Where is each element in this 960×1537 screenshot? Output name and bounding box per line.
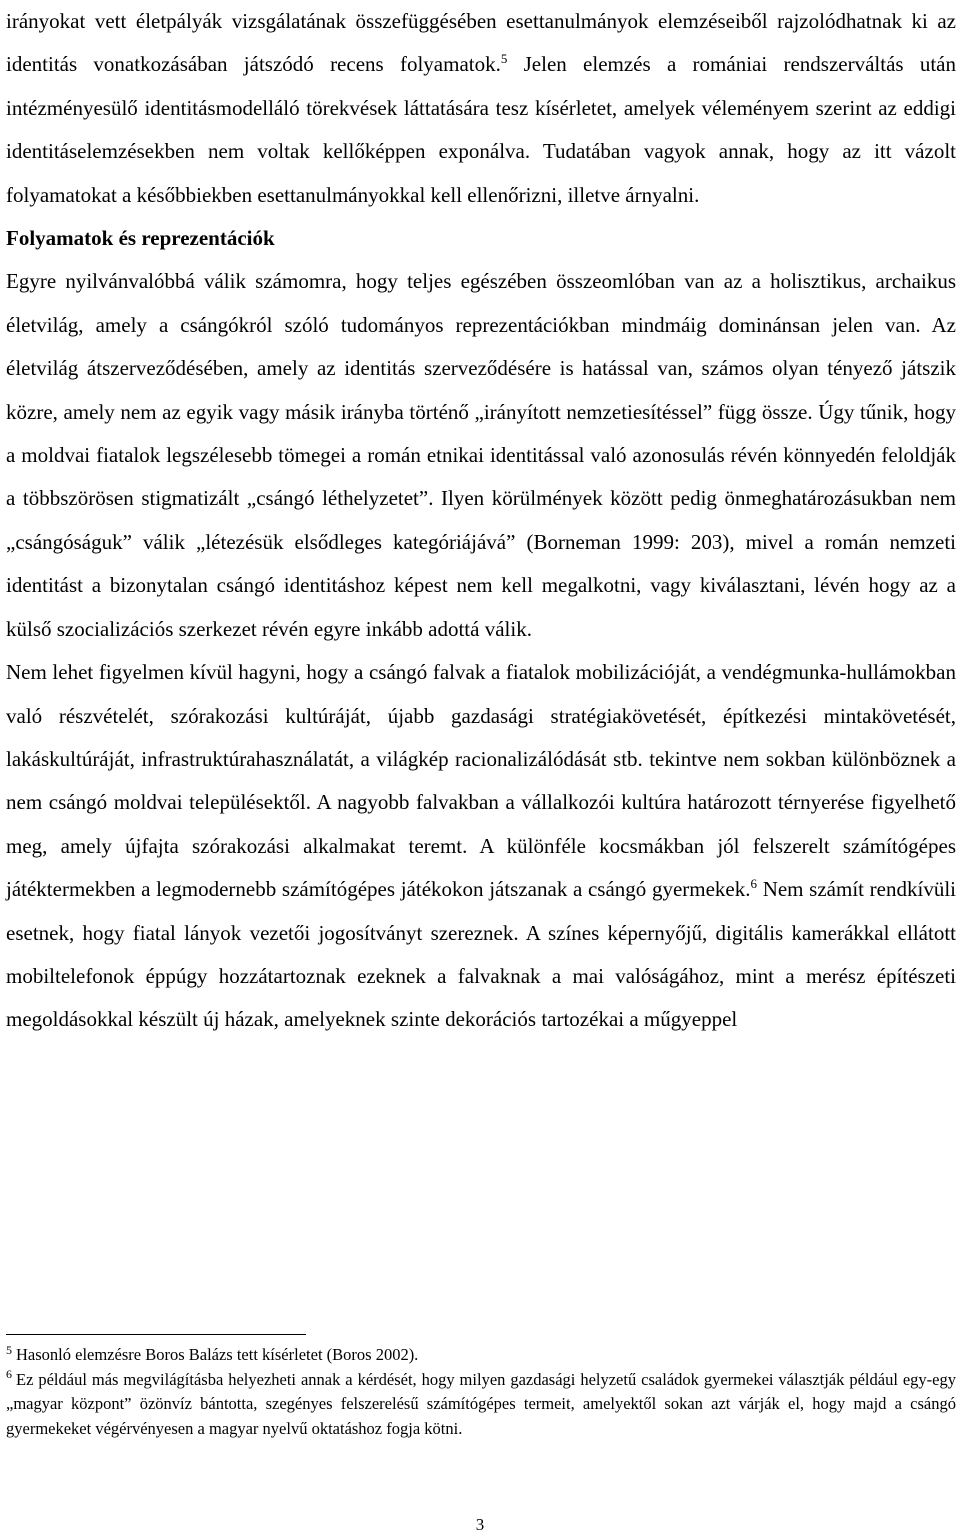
footnote-ref-6[interactable]: 6 bbox=[750, 876, 758, 892]
paragraph-villages bbox=[6, 651, 956, 1042]
page-number: 3 bbox=[475, 1515, 485, 1534]
paragraph-processes: Egyre nyilvánvalóbbá válik számomra, hogy teljes egészében összeomlóban van az a holisztikus, archaikus életvilág, amely a csángókról szóló tudományos reprezentációkban mindmáig dominánsan jelen van. Az életvilág átszerveződésében, amely az identitás szerveződésére is hatással van, számos olyan tényező játszik közre, amely nem az egyik vagy másik irányba történő „irányított nemzetiesítéssel” függ össze. Úgy tűnik, hogy a moldvai fiatalok legszélesebb tömegei a román etnikai identitással való azonosulás révén könnyedén feloldják a többszörösen stigmatizált „csángó léthelyzetet”. Ilyen körülmények között pedig önmeghatározásukban nem „csángóságuk” válik „létezésük elsődleges kategóriájává” (Borneman 1999: 203), mivel a román nemzeti identitást a bizonytalan csángó identitáshoz képest nem kell megalkotni, vagy kiválasztani, lévén hogy az a külső szocializációs szerkezet révén egyre inkább adottá válik. bbox=[6, 269, 956, 641]
footnote-5-text: Hasonló elemzésre Boros Balázs tett kísérletet (Boros 2002). bbox=[16, 1345, 419, 1364]
footnote-5-number: 5 bbox=[6, 1342, 12, 1357]
document-page bbox=[6, 0, 956, 1042]
footnote-6-text: Ez például más megvilágításba helyezheti annak a kérdését, hogy milyen gazdasági helyzetű családok gyermekei választják például egy-egy „magyar központ” özönvíz bántotta, szegényes felszerelésű számítógépes termeit, amelyektől sokan azt várják el, hogy majd a csángó gyermekeket végérvényesen a magyar nyelvű oktatáshoz fogja kötni. bbox=[6, 1369, 956, 1438]
footnote-6 bbox=[6, 1368, 956, 1442]
footnote-6-number: 6 bbox=[6, 1367, 12, 1381]
paragraph-intro-text-a: irányokat vett életpályák vizsgálatának összefüggésében esettanulmányok elemzéseiből rajzolódhatnak ki az identitás vonatkozásában játszódó recens folyamatok. bbox=[6, 9, 956, 77]
footnote-5 bbox=[6, 1343, 956, 1368]
paragraph-intro bbox=[6, 0, 956, 217]
footnotes bbox=[6, 1343, 956, 1441]
footnote-ref-5[interactable]: 5 bbox=[500, 51, 508, 67]
section-heading: Folyamatok és reprezentációk bbox=[6, 226, 275, 251]
paragraph-villages-text-b: Nem számít rendkívüli esetnek, hogy fiatal lányok vezetői jogosítványt szereznek. A színes képernyőjű, digitális kamerákkal ellátott mobiltelefonok éppúgy hozzátartoznak ezeknek a falvaknak a mai valóságához, mint a merész építészeti megoldásokkal készült új házak, amelyeknek szinte dekorációs tartozékai a műgyeppel bbox=[6, 877, 956, 1032]
footnote-separator bbox=[6, 1334, 306, 1335]
paragraph-intro-text-b: Jelen elemzés a romániai rendszerváltás után intézményesülő identitásmodelláló törekvések láttatására tesz kísérletet, amelyek véleményem szerint az eddigi identitáselemzésekben nem voltak kellőképpen exponálva. Tudatában vagyok annak, hogy az itt vázolt folyamatokat a későbbiekben esettanulmányokkal kell ellenőrizni, illetve árnyalni. bbox=[6, 52, 956, 207]
paragraph-villages-text-a: Nem lehet figyelmen kívül hagyni, hogy a csángó falvak a fiatalok mobilizációját, a vendégmunka-hullámokban való részvételét, szórakozási kultúráját, újabb gazdasági stratégiakövetését, építkezési mintakövetését, lakáskultúráját, infrastruktúrahasználatát, a világkép racionalizálódását stb. tekintve nem sokban különböznek a nem csángó moldvai településektől. A nagyobb falvakban a vállalkozói kultúra határozott térnyerése figyelhető meg, amely újfajta szórakozási alkalmakat teremt. A különféle kocsmákban jól felszerelt számítógépes játéktermekben a legmodernebb számítógépes játékokon játszanak a csángó gyermekek. bbox=[6, 660, 956, 902]
